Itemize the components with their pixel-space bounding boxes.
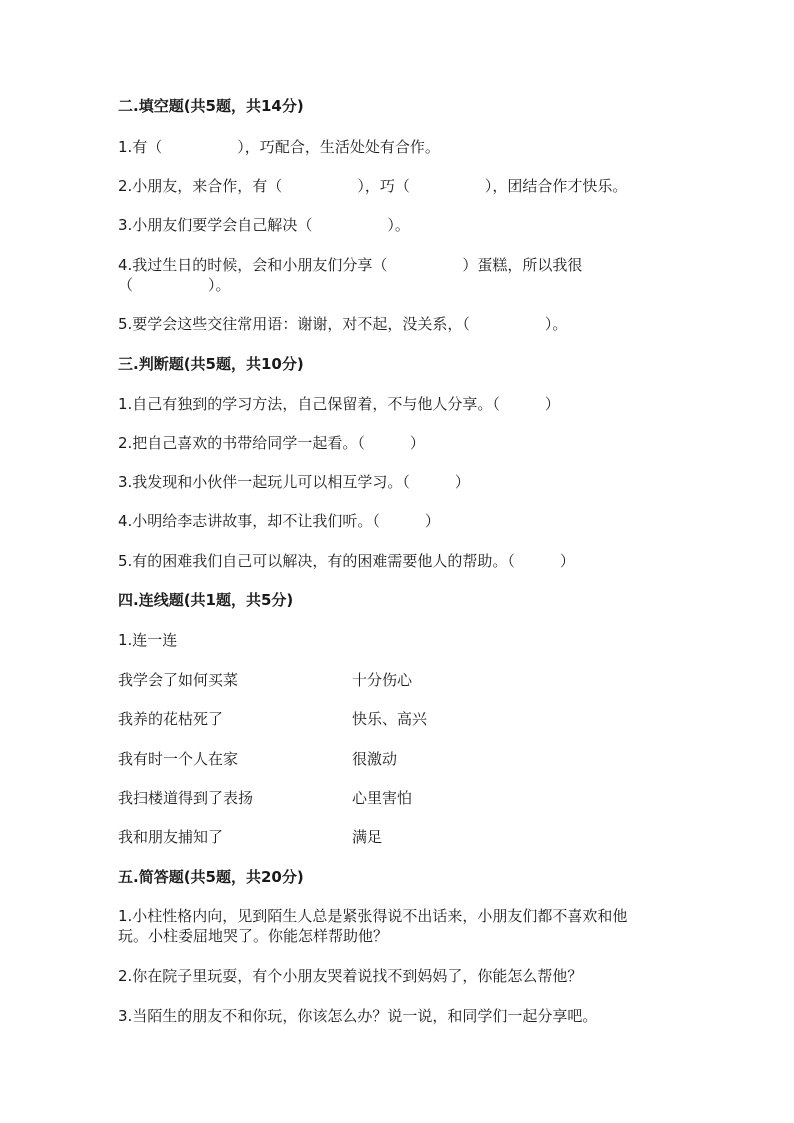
matching-right-item: 很激动 (352, 750, 398, 768)
section-heading-true-false: 三.判断题(共5题，共10分) (118, 355, 304, 373)
matching-right-item: 心里害怕 (352, 789, 413, 807)
section-heading-fill-blank: 二.填空题(共5题，共14分) (118, 97, 304, 115)
matching-right-item: 快乐、高兴 (352, 710, 428, 728)
section-heading-matching: 四.连线题(共1题，共5分) (118, 591, 294, 609)
true-false-question-3: 3.我发现和小伙伴一起玩儿可以相互学习。（ ） (118, 473, 470, 491)
matching-left-item: 我养的花枯死了 (118, 710, 224, 728)
section-heading-short-answer: 五.简答题(共5题，共20分) (118, 868, 304, 886)
matching-right-item: 满足 (352, 828, 383, 846)
matching-question-1: 1.连一连 (118, 631, 178, 649)
short-answer-question-3: 3.当陌生的朋友不和你玩，你该怎么办？说一说，和同学们一起分享吧。 (118, 1007, 598, 1025)
fill-blank-question-4-line-2: （ ）。 (118, 276, 231, 294)
matching-left-item: 我扫楼道得到了表扬 (118, 789, 254, 807)
true-false-question-1: 1.自己有独到的学习方法，自己保留着，不与他人分享。（ ） (118, 395, 560, 413)
matching-left-item: 我有时一个人在家 (118, 750, 239, 768)
matching-left-item: 我学会了如何买菜 (118, 671, 239, 689)
fill-blank-question-2: 2.小朋友，来合作，有（ ），巧（ ），团结合作才快乐。 (118, 177, 628, 195)
true-false-question-5: 5.有的困难我们自己可以解决，有的困难需要他人的帮助。（ ） (118, 552, 575, 570)
short-answer-question-2: 2.你在院子里玩耍，有个小朋友哭着说找不到妈妈了，你能怎么帮他？ (118, 967, 583, 985)
short-answer-question-1-line-2: 玩。小柱委屈地哭了。你能怎样帮助他？ (118, 927, 389, 945)
matching-right-item: 十分伤心 (352, 671, 413, 689)
matching-left-item: 我和朋友捕知了 (118, 828, 224, 846)
fill-blank-question-1: 1.有（ ），巧配合，生活处处有合作。 (118, 138, 440, 156)
true-false-question-2: 2.把自己喜欢的书带给同学一起看。（ ） (118, 434, 425, 452)
fill-blank-question-4-line-1: 4.我过生日的时候，会和小朋友们分享（ ）蛋糕，所以我很 (118, 256, 583, 274)
short-answer-question-1-line-1: 1.小柱性格内向，见到陌生人总是紧张得说不出话来，小朋友们都不喜欢和他 (118, 907, 628, 925)
true-false-question-4: 4.小明给李志讲故事，却不让我们听。（ ） (118, 512, 440, 530)
fill-blank-question-3: 3.小朋友们要学会自己解决（ ）。 (118, 216, 410, 234)
fill-blank-question-5: 5.要学会这些交往常用语：谢谢，对不起，没关系，（ ）。 (118, 315, 568, 333)
